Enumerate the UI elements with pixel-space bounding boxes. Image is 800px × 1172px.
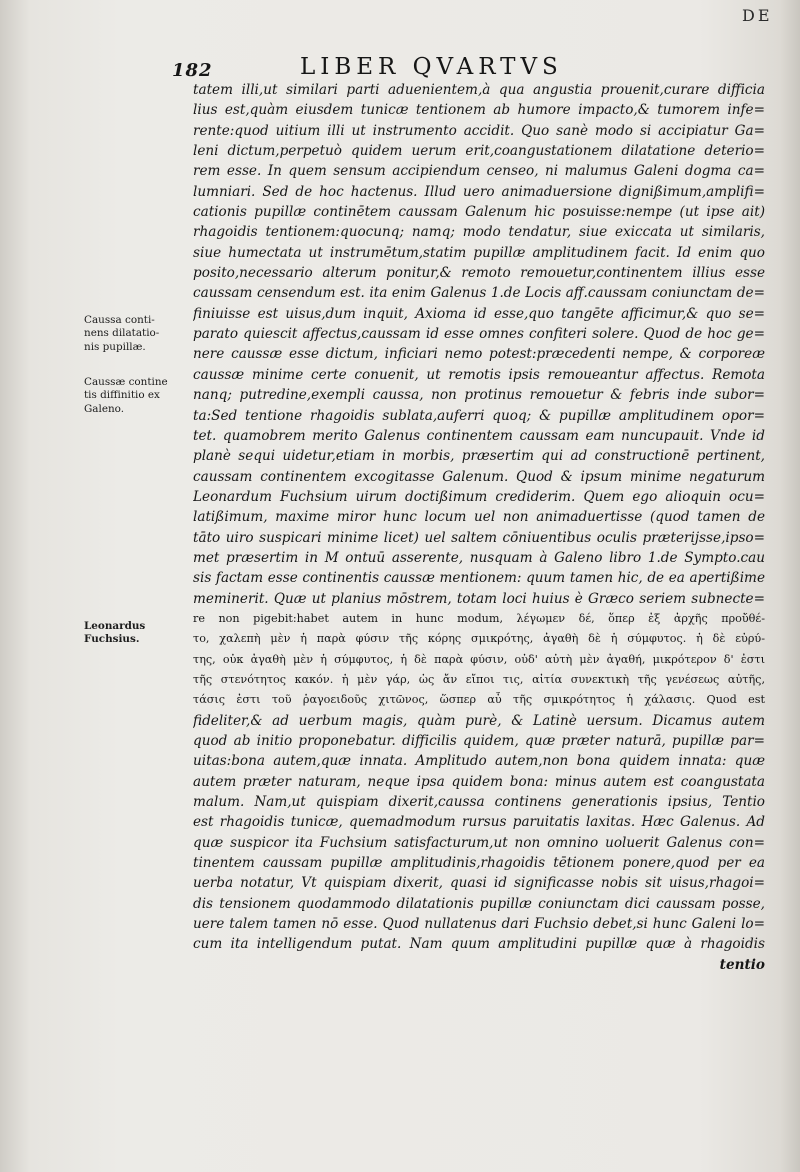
text-line: της, οὐκ ἀγαθὴ μὲν ἡ σύμφυτος, ἡ δὲ παρὰ φύσιν, οὐδ' αὐτὴ μὲν ἀγαθή, μικρότερον δ' ἐστι — [193, 652, 765, 666]
text-line: planè sequi uidetur,etiam in morbis, præsertim qui ad constructionē pertinent, — [193, 448, 765, 465]
text-line: rhagoidis tentionem:quocunq; namq; modo tendatur, siue exiccata ut similaris, — [193, 224, 765, 241]
text-line: posito,necessario alterum ponitur,& remoto remouetur,continentem illius esse — [193, 265, 765, 282]
body-text — [193, 80, 765, 975]
text-line: tentio — [719, 956, 765, 973]
text-line: est rhagoidis tunicæ, quemadmodum rursus paruitatis laxitas. Hæc Galenus. Ad — [193, 814, 765, 831]
text-line: malum. Nam,ut quispiam dixerit,caussa continens generationis ipsius, Tentio — [193, 794, 765, 811]
text-line: τῆς στενότητος κακόν. ἡ μὲν γάρ, ὡς ἄν εἴποι τις, αἰτία συνεκτικὴ τῆς γενέσεως αὐτῆς, — [193, 672, 765, 686]
text-line: nere caussæ esse dictum, inficiari nemo potest:præcedenti nempe, & corporeæ — [193, 346, 765, 363]
text-line: Leonardum Fuchsium uirum doctißimum crediderim. Quem ego alioquin ocu= — [193, 488, 765, 505]
text-line: rem esse. In quem sensum accipiendum censeo, ni malumus Galeni dogma ca= — [193, 163, 765, 180]
margin-note-line: Caussæ contine — [84, 376, 168, 388]
text-line: latißimum, maxime miror hunc locum uel non animaduertisse (quod tamen de — [193, 509, 765, 526]
text-line: fideliter,& ad uerbum magis, quàm purè, & Latinè uersum. Dicamus autem — [193, 712, 765, 729]
text-line: meminerit. Quæ ut planius mōstrem, totam loci huius è Græco seriem subnecte= — [193, 590, 765, 607]
text-line: nanq; putredine,exempli caussa, non protinus remouetur & febris inde subor= — [193, 387, 765, 404]
page-header — [0, 6, 800, 82]
margin-note-caussa-continens — [84, 314, 180, 354]
text-line: τάσις ἐστι τοῦ ῥαγοειδοῦς χιτῶνος, ὥσπερ αὖ τῆς σμικρότητος ἡ χάλασις. Quod est — [193, 693, 765, 707]
margin-note-line: tis diffinitio ex — [84, 389, 160, 402]
text-line: το, χαλεπὴ μὲν ἡ παρὰ φύσιν τῆς κόρης σμικρότης, ἀγαθὴ δὲ ἡ σύμφυτος. ἡ δὲ εὐρύ- — [193, 632, 765, 646]
margin-note-line: nis pupillæ. — [84, 340, 146, 353]
margin-note-line: Galeno. — [84, 402, 125, 415]
margin-note-leonardus-fuchsius — [84, 620, 180, 647]
text-line: quod ab initio proponebatur. difficilis quidem, quæ præter naturā, pupillæ par= — [193, 733, 765, 749]
text-line: siue humectata ut instrumētum,statim pupillæ amplitudinem facit. Id enim quo — [193, 244, 765, 261]
text-line: tāto uiro suspicari minime licet) uel saltem cōniuentibus oculis præterijsse,ipso= — [193, 529, 765, 546]
text-line: uerba notatur, Vt quispiam dixerit, quasi id significasse nobis sit uisus,rhagoi= — [193, 875, 765, 892]
text-line: caussam continentem excogitasse Galenum. Quod & ipsum minime negaturum — [193, 468, 765, 485]
text-line: sis factam esse continentis caussæ mentionem: quum tamen hic, de ea apertißime — [193, 570, 765, 587]
margin-note-line: Fuchsius. — [84, 633, 140, 646]
text-line: met præsertim in M ontuū asserente, nusquam à Galeno libro 1.de Sympto.cau — [193, 549, 765, 566]
margin-note-caussae-diffinitio — [84, 376, 180, 416]
text-line: cationis pupillæ continētem caussam Galenum hic posuisse:nempe (ut ipse ait) — [193, 204, 765, 221]
text-line: parato quiescit affectus,caussam id esse omnes confiteri solere. Quod de hoc ge= — [193, 326, 765, 343]
running-head: LIBER QVARTVS — [300, 54, 563, 80]
margin-note-line: nens dilatatio- — [84, 327, 160, 340]
text-line: uere talem tamen nō esse. Quod nullatenus dari Fuchsio debet,si hunc Galeni lo= — [193, 916, 765, 933]
text-line: tinentem caussam pupillæ amplitudinis,rhagoidis tētionem ponere,quod per ea — [193, 855, 765, 872]
text-line: uitas:bona autem,quæ innata. Amplitudo autem,non bona quidem innata: quæ — [193, 753, 765, 770]
text-line: ta:Sed tentione rhagoidis sublata,auferri quoq; & pupillæ amplitudinem opor= — [193, 407, 765, 424]
text-line: dis tensionem quodammodo dilatationis pupillæ coniunctam dici caussam posse, — [193, 895, 765, 912]
page-number: 182 — [172, 60, 213, 81]
text-line: rente:quod uitium illi ut instrumento accidit. Quo sanè modo si accipiatur Ga= — [193, 122, 765, 139]
text-line: autem præter naturam, neque ipsa quidem bona: minus autem est coangustata — [193, 773, 765, 790]
text-line: caussam censendum est. ita enim Galenus 1.de Locis aff.caussam coniunctam de= — [193, 285, 765, 302]
text-line: lumniari. Sed de hoc hactenus. Illud uero animaduersione dignißimum,amplifi= — [193, 183, 765, 200]
text-line: finiuisse est uisus,dum inquit, Axioma id esse,quo tangēte afficimur,& quo se= — [193, 305, 765, 322]
text-line: leni dictum,perpetuò quidem uerum erit,coangustationem dilatatione deterio= — [193, 143, 765, 160]
text-line: tatem illi,ut similari parti aduenientem,à qua angustia prouenit,curare difficia — [193, 82, 765, 98]
text-line: quæ suspicor ita Fuchsium satisfacturum,ut non omnino uoluerit Galenus con= — [193, 834, 765, 851]
margin-note-line: Caussa conti- — [84, 314, 155, 326]
text-line: lius est,quàm eiusdem tunicæ tentionem ab humore impacto,& tumorem infe= — [193, 102, 765, 119]
text-line: re non pigebit:habet autem in hunc modum, λέγωμεν δέ, ὅπερ ἐξ ἀρχῆς προὔθέ- — [193, 611, 765, 625]
margin-note-line: Leonardus — [84, 620, 146, 632]
text-line: caussæ minime certe conuenit, ut remotis ipsis remoueantur affectus. Remota — [193, 366, 765, 383]
corner-fragment: DE — [742, 6, 773, 25]
text-line: cum ita intelligendum putat. Nam quum amplitudini pupillæ quæ à rhagoidis — [193, 936, 765, 953]
text-line: tet. quamobrem merito Galenus continentem caussam eam nuncupauit. Vnde id — [193, 427, 765, 444]
